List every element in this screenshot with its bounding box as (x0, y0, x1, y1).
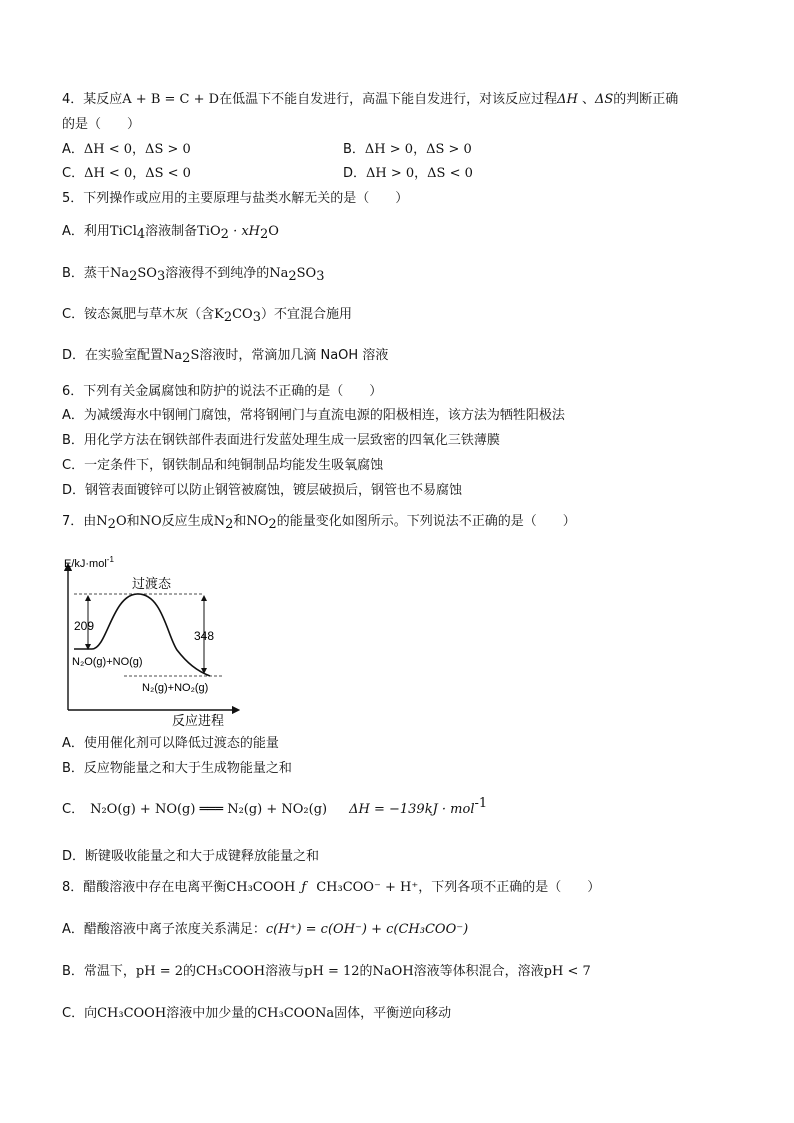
q4-equation: A + B = C + D (122, 92, 220, 107)
energy-diff-label: 348 (194, 629, 215, 643)
q4-stem (62, 91, 678, 109)
q5-option-c[interactable]: C．铵态氮肥与草木灰（含$K_2CO_3$）不宜混合施用 (62, 307, 352, 325)
q6-option-d[interactable]: D．钢管表面镀锌可以防止钢管被腐蚀，镀层破损后，钢管也不易腐蚀 (62, 483, 463, 498)
q8-option-c[interactable]: C．向CH₃COOH溶液中加少量的CH₃COONa固体，平衡逆向移动 (62, 1006, 452, 1021)
q5-option-d[interactable]: D．在实验室配置$Na_2S$溶液时，常滴加几滴 NaOH 溶液 (62, 348, 389, 366)
q8-stem: 8．醋酸溶液中存在电离平衡CH₃COOH ƒ CH₃COO⁻ + H⁺，下列各项不正确的是（ ） (62, 880, 601, 895)
q8-option-b[interactable]: B．常温下，pH = 2的CH₃COOH溶液与pH = 12的NaOH溶液等体积混合，溶液pH < 7 (62, 964, 591, 979)
q7-option-c[interactable]: C． N₂O(g) + NO(g) ═══ N₂(g) + NO₂(g) ΔH = −139kJ · mol$^{-1}$ (62, 796, 488, 817)
q8-option-a[interactable]: A．醋酸溶液中离子浓度关系满足：c(H⁺) = c(OH⁻) + c(CH₃COO⁻) (62, 922, 469, 937)
q5-option-b[interactable]: B．蒸干$Na_2SO_3$溶液得不到纯净的$Na_2SO_3$ (62, 266, 325, 284)
q4-stem-text-2: 在低温下不能自发进行，高温下能自发进行，对该反应过程 (219, 92, 558, 107)
energy-diagram (62, 555, 242, 730)
q4-option-c[interactable]: C．ΔH < 0，ΔS < 0 (62, 166, 191, 181)
transition-state-label: 过渡态 (132, 576, 172, 591)
products-label: N₂(g)+NO₂(g) (142, 682, 209, 694)
q4-stem-line2: 的是（ ） (62, 117, 141, 132)
y-axis-label: E/kJ·mol$^{-1}$ (64, 555, 114, 570)
reactants-label: N₂O(g)+NO(g) (72, 656, 143, 668)
q7-stem: 7．由$N_2O$和NO反应生成$N_2$和$NO_2$的能量变化如图所示。下列说法不正确的是（ ） (62, 514, 576, 532)
q4-stem-text: 4．某反应 (62, 92, 123, 107)
q6-option-c[interactable]: C．一定条件下，钢铁制品和纯铜制品均能发生吸氧腐蚀 (62, 458, 384, 473)
q6-option-b[interactable]: B．用化学方法在钢铁部件表面进行发蓝处理生成一层致密的四氧化三铁薄膜 (62, 433, 500, 448)
q6-option-a[interactable]: A．为减缓海水中钢闸门腐蚀，常将钢闸门与直流电源的阳极相连，该方法为牺牲阳极法 (62, 408, 565, 423)
q7-option-d[interactable]: D．断键吸收能量之和大于成键释放能量之和 (62, 849, 320, 864)
activation-energy-label: 209 (74, 619, 95, 633)
q4-delta-s: ΔS (594, 92, 614, 107)
q7-option-b[interactable]: B．反应物能量之和大于生成物能量之和 (62, 761, 292, 776)
q4-option-a[interactable]: A．ΔH < 0，ΔS > 0 (62, 142, 191, 157)
q4-option-d[interactable]: D．ΔH > 0，ΔS < 0 (343, 166, 473, 181)
q5-stem: 5．下列操作或应用的主要原理与盐类水解无关的是（ ） (62, 191, 409, 206)
q4-delta-h: ΔH (557, 92, 578, 107)
q4-separator: 、 (577, 92, 595, 107)
q4-option-b[interactable]: B．ΔH > 0，ΔS > 0 (343, 142, 472, 157)
q6-stem: 6．下列有关金属腐蚀和防护的说法不正确的是（ ） (62, 384, 383, 399)
q7-option-a[interactable]: A．使用催化剂可以降低过渡态的能量 (62, 736, 279, 751)
q5-option-a[interactable]: A．利用TiCl$_4$溶液制备$TiO_2 \cdot xH_2O$ (62, 224, 279, 242)
q4-stem-text-3: 的判断正确 (613, 92, 679, 107)
x-axis-label: 反应进程 (172, 713, 225, 728)
